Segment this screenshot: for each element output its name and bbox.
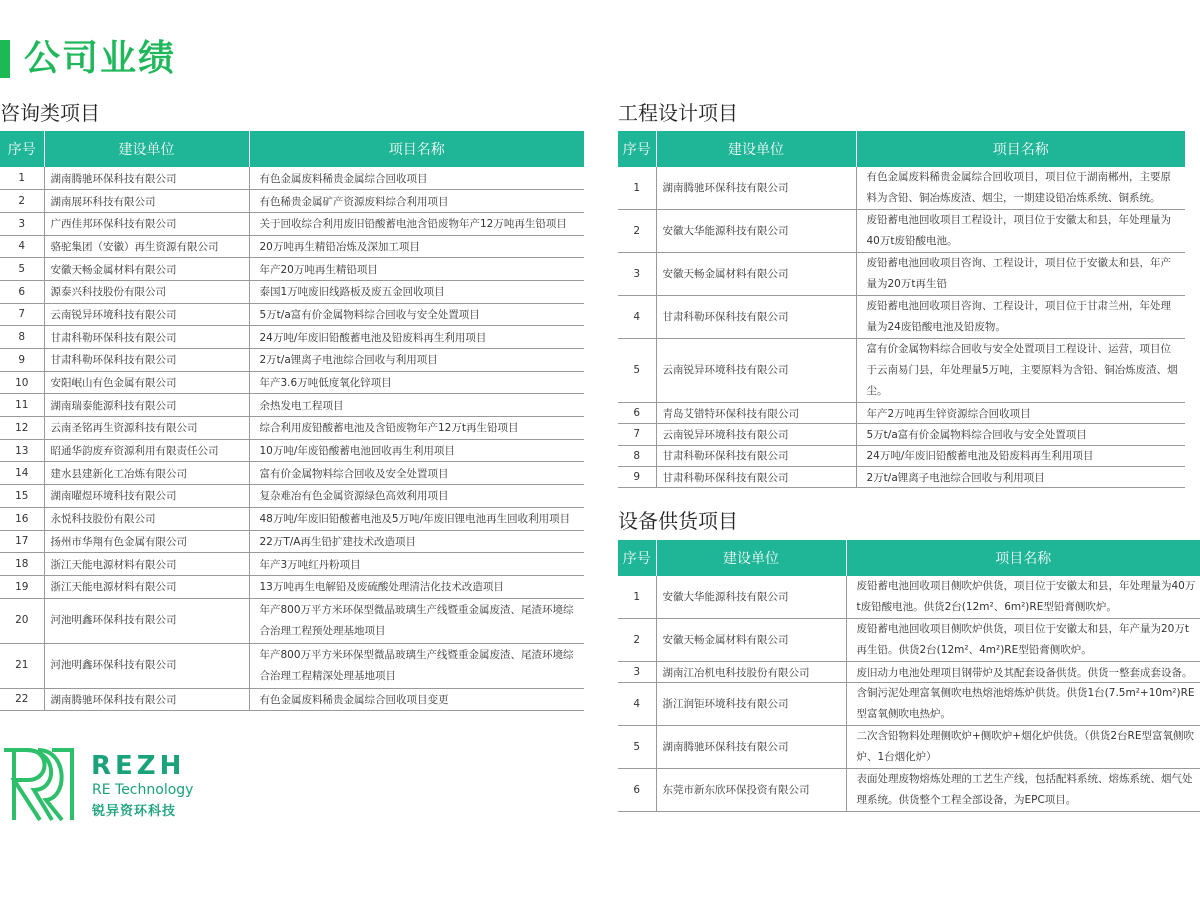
row-unit: 昭通华韵废弃资源利用有限责任公司 (44, 439, 249, 462)
row-number: 3 (618, 253, 656, 296)
row-number: 2 (0, 190, 44, 213)
table-row (618, 253, 1185, 296)
row-unit: 湖南江冶机电科技股份有限公司 (656, 662, 846, 683)
row-project: 22万T/A再生铅扩建技术改造项目 (249, 530, 584, 553)
row-unit: 东莞市新东欣环保投资有限公司 (656, 769, 846, 812)
row-number: 21 (0, 643, 44, 688)
row-unit: 广西佳邦环保科技有限公司 (44, 212, 249, 235)
row-number: 13 (0, 439, 44, 462)
row-project: 综合利用废铅酸蓄电池及含铅废物年产12万t再生铅项目 (249, 417, 584, 440)
row-unit: 湖南展环科技有限公司 (44, 190, 249, 213)
row-unit: 安徽大华能源科技有限公司 (656, 576, 846, 619)
equipment-title: 设备供货项目 (618, 509, 738, 533)
row-unit: 安徽大华能源科技有限公司 (656, 210, 856, 253)
row-project: 复杂难冶有色金属资源绿色高效利用项目 (249, 485, 584, 508)
row-unit: 甘肃科勒环保科技有限公司 (656, 445, 856, 466)
table-row (618, 339, 1185, 403)
row-number: 1 (0, 167, 44, 190)
table-row (0, 485, 584, 508)
table-row (0, 507, 584, 530)
table-row (0, 575, 584, 598)
row-project: 年产20万吨再生精铅项目 (249, 258, 584, 281)
row-unit: 青岛艾错特环保科技有限公司 (656, 403, 856, 424)
row-project: 余热发电工程项目 (249, 394, 584, 417)
row-project: 年产3.6万吨低度氧化锌项目 (249, 371, 584, 394)
brand-chinese-name: 锐异资环科技 (92, 804, 177, 819)
header-unit: 建设单位 (44, 131, 249, 167)
row-unit: 永悦科技股份有限公司 (44, 507, 249, 530)
row-number: 5 (618, 726, 656, 769)
table-row (0, 439, 584, 462)
row-project: 5万t/a富有价金属物料综合回收与安全处置项目 (856, 424, 1185, 445)
row-project: 富有价金属物料综合回收及安全处置项目 (249, 462, 584, 485)
row-unit: 安徽天畅金属材料有限公司 (656, 253, 856, 296)
equipment-table (618, 540, 1200, 812)
table-row (618, 167, 1185, 210)
header-no: 序号 (0, 131, 44, 167)
row-unit: 安徽天畅金属材料有限公司 (44, 258, 249, 281)
row-project: 48万吨/年废旧铅酸蓄电池及5万吨/年废旧锂电池再生回收利用项目 (249, 507, 584, 530)
row-project: 2万t/a锂离子电池综合回收与利用项目 (856, 466, 1185, 487)
row-number: 2 (618, 619, 656, 662)
table-row (0, 553, 584, 576)
row-unit: 湖南腾驰环保科技有限公司 (656, 167, 856, 210)
row-unit: 扬州市华翔有色金属有限公司 (44, 530, 249, 553)
header-no: 序号 (618, 540, 656, 576)
consulting-table (0, 131, 584, 711)
header-project: 项目名称 (846, 540, 1200, 576)
row-number: 14 (0, 462, 44, 485)
table-row (0, 394, 584, 417)
row-project: 关于回收综合利用废旧铅酸蓄电池含铅废物年产12万吨再生铅项目 (249, 212, 584, 235)
header-project: 项目名称 (249, 131, 584, 167)
row-unit: 源泰兴科技股份有限公司 (44, 280, 249, 303)
table-row (0, 530, 584, 553)
row-unit: 湖南腾驰环保科技有限公司 (44, 688, 249, 711)
row-number: 7 (0, 303, 44, 326)
row-number: 3 (618, 662, 656, 683)
row-number: 6 (0, 280, 44, 303)
row-number: 1 (618, 167, 656, 210)
row-unit: 甘肃科勒环保科技有限公司 (656, 296, 856, 339)
header-unit: 建设单位 (656, 540, 846, 576)
table-header-row (618, 540, 1200, 576)
row-project: 有色金属废料稀贵金属综合回收项目变更 (249, 688, 584, 711)
table-row (0, 258, 584, 281)
row-number: 8 (0, 326, 44, 349)
row-project: 泰国1万吨废旧线路板及废五金回收项目 (249, 280, 584, 303)
row-project: 有色金属废料稀贵金属综合回收项目 (249, 167, 584, 190)
row-number: 1 (618, 576, 656, 619)
row-unit: 甘肃科勒环保科技有限公司 (656, 466, 856, 487)
table-row (618, 576, 1200, 619)
row-number: 7 (618, 424, 656, 445)
page-title: 公司业绩 (24, 38, 177, 79)
row-number: 5 (0, 258, 44, 281)
row-unit: 甘肃科勒环保科技有限公司 (44, 349, 249, 372)
row-unit: 骆驼集团（安徽）再生资源有限公司 (44, 235, 249, 258)
row-project: 废铅蓄电池回收项目工程设计，项目位于安徽太和县，年处理量为40万t废铅酸电池。 (856, 210, 1185, 253)
row-number: 11 (0, 394, 44, 417)
row-project: 废铅蓄电池回收项目侧吹炉供货，项目位于安徽太和县，年产量为20万t再生铅。供货2台(12m²、4m²)RE型铅膏侧吹炉。 (846, 619, 1200, 662)
table-row (0, 190, 584, 213)
engineering-title: 工程设计项目 (618, 101, 738, 125)
row-number: 18 (0, 553, 44, 576)
table-row (0, 235, 584, 258)
table-row (0, 417, 584, 440)
row-project: 表面处理废物熔炼处理的工艺生产线，包括配料系统、熔炼系统、烟气处理系统。供货整个工程全部设备，为EPC项目。 (846, 769, 1200, 812)
row-number: 22 (0, 688, 44, 711)
table-row (618, 445, 1185, 466)
table-row (0, 280, 584, 303)
row-unit: 浙江天能电源材料有限公司 (44, 553, 249, 576)
row-number: 2 (618, 210, 656, 253)
row-project: 年产800万平方米环保型微晶玻璃生产线暨重金属废渣、尾渣环境综合治理工程预处理基地项目 (249, 598, 584, 643)
header-project: 项目名称 (856, 131, 1185, 167)
table-row (0, 326, 584, 349)
row-number: 4 (0, 235, 44, 258)
row-number: 16 (0, 507, 44, 530)
consulting-title: 咨询类项目 (0, 101, 100, 125)
brand-subtitle: RE Technology (92, 782, 194, 798)
row-number: 9 (0, 349, 44, 372)
row-number: 4 (618, 296, 656, 339)
row-project: 年产3万吨红丹粉项目 (249, 553, 584, 576)
row-unit: 湖南曜煜环境科技有限公司 (44, 485, 249, 508)
title-accent-bar (0, 40, 10, 78)
rezh-logo-icon (0, 744, 76, 824)
row-number: 4 (618, 683, 656, 726)
row-unit: 云南圣铭再生资源科技有限公司 (44, 417, 249, 440)
row-project: 含铜污泥处理富氧侧吹电热熔池熔炼炉供货。供货1台(7.5m²+10m²)RE型富氧侧吹电热炉。 (846, 683, 1200, 726)
row-unit: 湖南瑞泰能源科技有限公司 (44, 394, 249, 417)
table-row (0, 462, 584, 485)
row-project: 13万吨再生电解铅及废硫酸处理清洁化技术改造项目 (249, 575, 584, 598)
row-project: 24万吨/年废旧铅酸蓄电池及铅废料再生利用项目 (856, 445, 1185, 466)
table-row (0, 212, 584, 235)
row-unit: 安徽天畅金属材料有限公司 (656, 619, 846, 662)
row-project: 二次含铅物料处理侧吹炉+侧吹炉+烟化炉供货。（供货2台RE型富氧侧吹炉、1台烟化炉） (846, 726, 1200, 769)
row-project: 20万吨再生精铅冶炼及深加工项目 (249, 235, 584, 258)
table-row (618, 210, 1185, 253)
row-project: 年产800万平方米环保型微晶玻璃生产线暨重金属废渣、尾渣环境综合治理工程精深处理基地项目 (249, 643, 584, 688)
row-project: 5万t/a富有价金属物料综合回收与安全处置项目 (249, 303, 584, 326)
row-unit: 甘肃科勒环保科技有限公司 (44, 326, 249, 349)
row-number: 17 (0, 530, 44, 553)
row-unit: 云南锐异环境科技有限公司 (656, 339, 856, 403)
table-row (618, 466, 1185, 487)
row-unit: 云南锐异环境科技有限公司 (44, 303, 249, 326)
row-project: 年产2万吨再生锌资源综合回收项目 (856, 403, 1185, 424)
row-unit: 湖南腾驰环保科技有限公司 (44, 167, 249, 190)
table-row (0, 303, 584, 326)
row-number: 15 (0, 485, 44, 508)
table-row (0, 349, 584, 372)
row-project: 2万t/a锂离子电池综合回收与利用项目 (249, 349, 584, 372)
row-unit: 安阳岷山有色金属有限公司 (44, 371, 249, 394)
row-project: 废铅蓄电池回收项目咨询、工程设计，项目位于安徽太和县，年产量为20万t再生铅 (856, 253, 1185, 296)
row-number: 6 (618, 769, 656, 812)
row-project: 24万吨/年废旧铅酸蓄电池及铅废料再生利用项目 (249, 326, 584, 349)
row-number: 12 (0, 417, 44, 440)
row-number: 6 (618, 403, 656, 424)
table-row (618, 403, 1185, 424)
row-project: 废铅蓄电池回收项目咨询、工程设计，项目位于甘肃兰州，年处理量为24废铅酸电池及铅废物。 (856, 296, 1185, 339)
row-unit: 河池明鑫环保科技有限公司 (44, 643, 249, 688)
row-project: 富有价金属物料综合回收与安全处置项目工程设计、运营，项目位于云南易门县，年处理量5万吨，主要原料为含铅、铜冶炼废渣、烟尘。 (856, 339, 1185, 403)
table-row (618, 662, 1200, 683)
table-header-row (618, 131, 1185, 167)
row-unit: 湖南腾驰环保科技有限公司 (656, 726, 846, 769)
row-project: 有色稀贵金属矿产资源废料综合利用项目 (249, 190, 584, 213)
row-project: 废旧动力电池处理项目钢带炉及其配套设备供货。供货一整套成套设备。 (846, 662, 1200, 683)
table-header-row (0, 131, 584, 167)
table-row (618, 683, 1200, 726)
header-unit: 建设单位 (656, 131, 856, 167)
table-row (0, 688, 584, 711)
row-number: 8 (618, 445, 656, 466)
row-number: 3 (0, 212, 44, 235)
header-no: 序号 (618, 131, 656, 167)
table-row (618, 424, 1185, 445)
row-number: 19 (0, 575, 44, 598)
table-row (0, 598, 584, 643)
row-number: 10 (0, 371, 44, 394)
row-unit: 建水县建新化工冶炼有限公司 (44, 462, 249, 485)
row-project: 10万吨/年废铅酸蓄电池回收再生利用项目 (249, 439, 584, 462)
table-row (0, 643, 584, 688)
row-project: 废铅蓄电池回收项目侧吹炉供货，项目位于安徽太和县，年处理量为40万t废铅酸电池。供货2台(12m²、6m²)RE型铅膏侧吹炉。 (846, 576, 1200, 619)
table-row (618, 726, 1200, 769)
table-row (0, 371, 584, 394)
row-unit: 浙江润钜环境科技有限公司 (656, 683, 846, 726)
table-row (0, 167, 584, 190)
row-unit: 浙江天能电源材料有限公司 (44, 575, 249, 598)
table-row (618, 619, 1200, 662)
row-number: 9 (618, 466, 656, 487)
brand-name: REZH (91, 751, 186, 781)
row-project: 有色金属废料稀贵金属综合回收项目，项目位于湖南郴州，主要原料为含铅、铜冶炼废渣、烟尘，一期建设铅冶炼系统、铜系统。 (856, 167, 1185, 210)
engineering-table (618, 131, 1185, 488)
row-number: 5 (618, 339, 656, 403)
row-number: 20 (0, 598, 44, 643)
table-row (618, 769, 1200, 812)
table-row (618, 296, 1185, 339)
row-unit: 河池明鑫环保科技有限公司 (44, 598, 249, 643)
row-unit: 云南锐异环境科技有限公司 (656, 424, 856, 445)
